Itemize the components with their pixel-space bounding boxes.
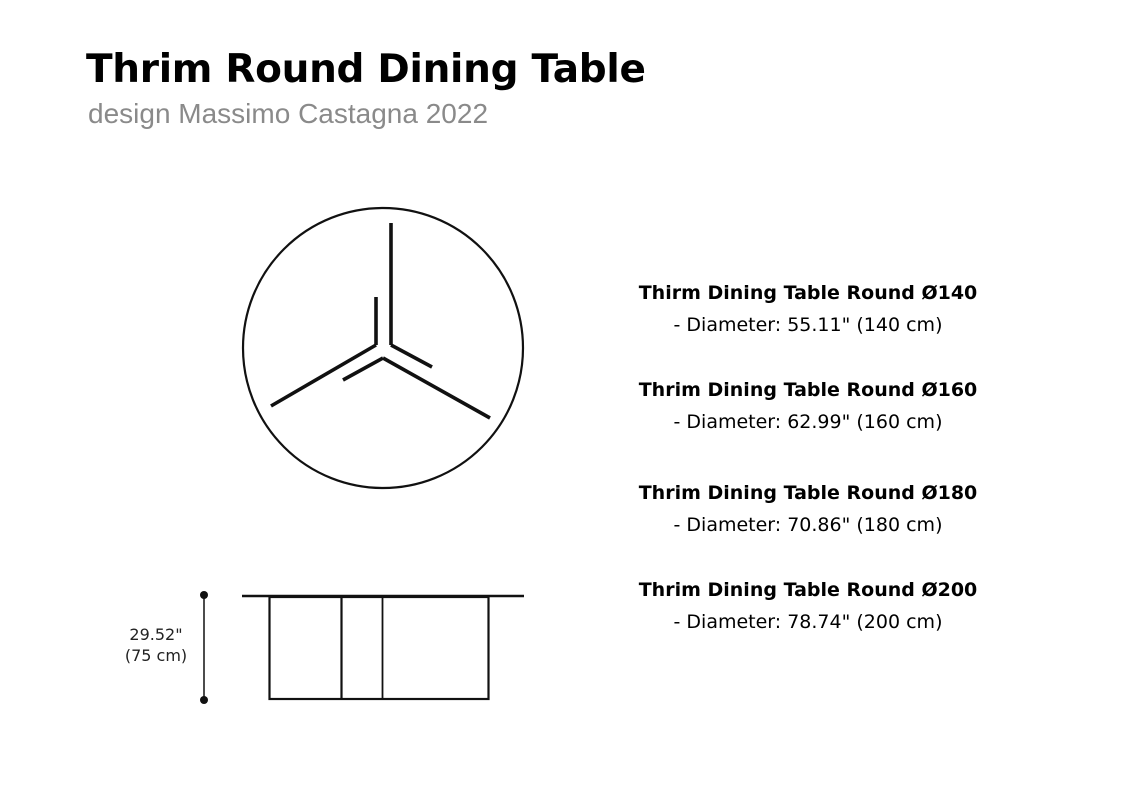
variant-diameter: - Diameter: 78.74" (200 cm) (673, 611, 943, 633)
page-subtitle: design Massimo Castagna 2022 (88, 98, 489, 129)
variant-diameter: - Diameter: 55.11" (140 cm) (673, 314, 943, 336)
variant-name: Thrim Dining Table Round Ø180 (638, 482, 978, 504)
tabletop-outline (243, 208, 523, 488)
height-metric: (75 cm) (124, 646, 188, 665)
variant-diameter: - Diameter: 62.99" (160 cm) (673, 411, 943, 433)
variant-item (600, 377, 1016, 435)
page-title: Thrim Round Dining Table (86, 47, 646, 92)
table-base-panel (270, 597, 489, 699)
height-imperial: 29.52" (129, 625, 183, 644)
variant-name: Thirm Dining Table Round Ø140 (638, 282, 978, 304)
table-top-view (243, 208, 523, 488)
variant-item (600, 577, 1016, 635)
table-side-view (242, 596, 524, 699)
variant-item (600, 480, 1016, 538)
variant-name: Thrim Dining Table Round Ø160 (638, 379, 978, 401)
height-dimension-label (110, 624, 202, 666)
table-base-legs (271, 223, 490, 418)
variant-item (600, 280, 1016, 338)
variant-diameter: - Diameter: 70.86" (180 cm) (673, 514, 943, 536)
variant-name: Thrim Dining Table Round Ø200 (638, 579, 978, 601)
